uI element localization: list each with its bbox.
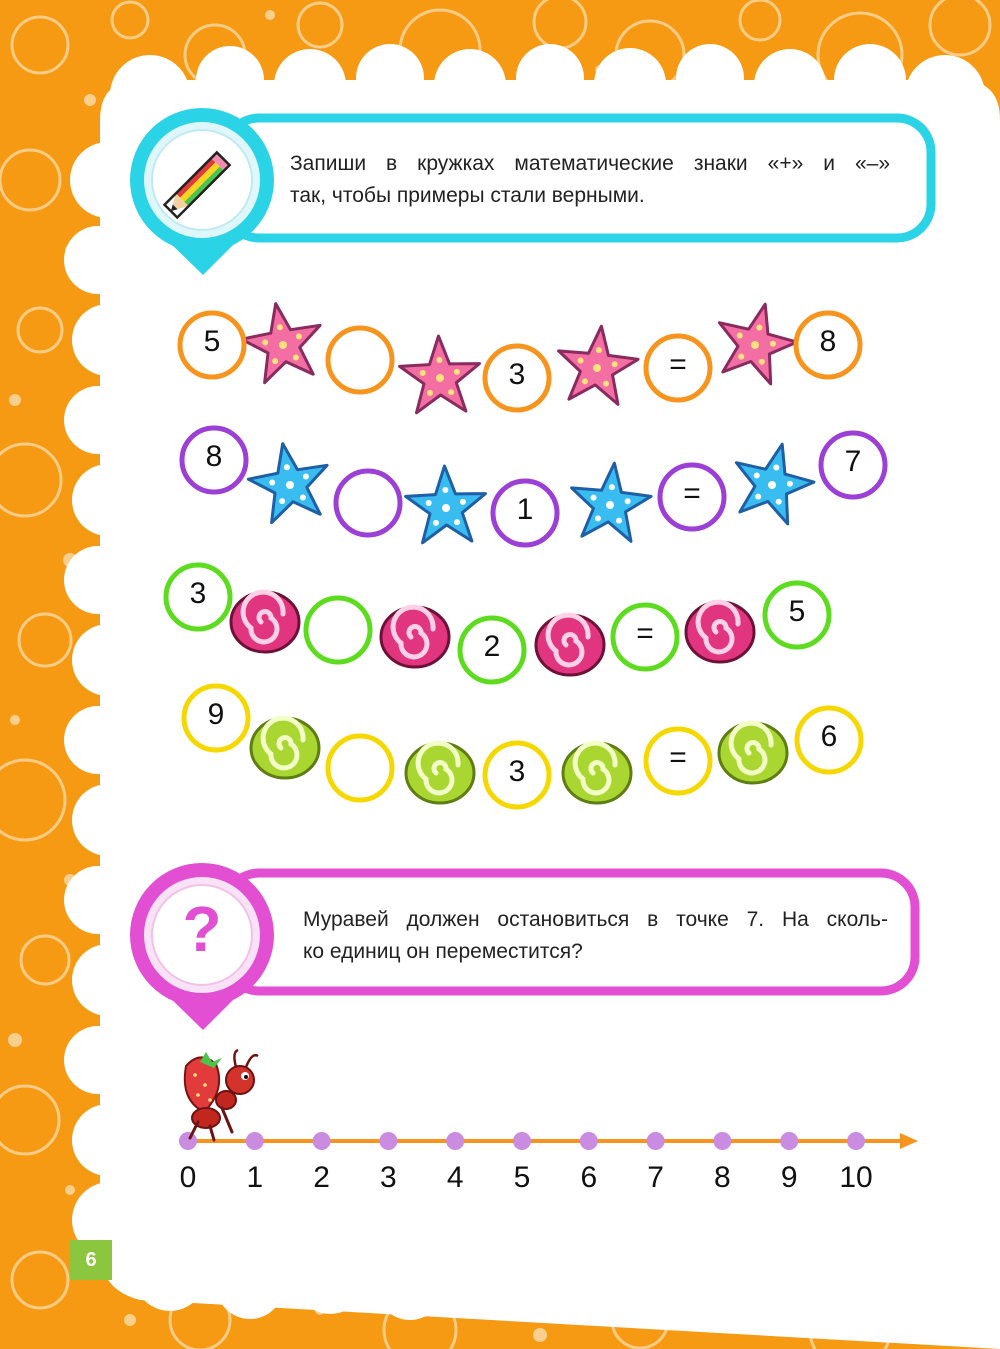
green-shell-icon (563, 743, 631, 803)
number-line-point (780, 1132, 798, 1150)
page-number: 6 (70, 1240, 112, 1280)
equals-value: = (669, 741, 687, 774)
equals-value: = (636, 617, 654, 650)
number-line-point (647, 1132, 665, 1150)
number-line-label: 6 (580, 1161, 598, 1194)
sign-answer-circle[interactable] (328, 736, 392, 800)
result-value: 8 (819, 325, 837, 358)
number-line-label: 9 (780, 1161, 798, 1194)
number-line-point (246, 1132, 264, 1150)
result-value: 7 (844, 445, 862, 478)
number-line-label: 4 (446, 1161, 464, 1194)
number-line-label: 8 (714, 1161, 731, 1194)
number-value-a: 5 (203, 325, 221, 358)
green-shell-icon (251, 718, 319, 778)
number-line-point (513, 1132, 531, 1150)
task1-line-1: Запиши в кружках математические знаки «+» и «–» (290, 152, 890, 175)
number-value-b: 2 (483, 630, 501, 663)
number-line-label: 3 (380, 1161, 397, 1194)
task1-instruction (290, 148, 890, 212)
number-value-b: 3 (508, 358, 526, 391)
task2-line-2: ко единиц он переместится? (303, 940, 583, 963)
pink-shell-icon (686, 602, 754, 662)
result-value: 5 (788, 595, 806, 628)
task2-line-1: Муравей должен остановиться в точке 7. На сколь- (303, 908, 888, 931)
number-value-a: 3 (189, 577, 207, 610)
sign-answer-circle[interactable] (336, 471, 400, 535)
sign-answer-circle[interactable] (306, 598, 370, 662)
result-value: 6 (820, 720, 838, 753)
number-line-point (179, 1132, 197, 1150)
green-shell-icon (406, 743, 474, 803)
number-value-b: 1 (516, 493, 534, 526)
number-line-point (580, 1132, 598, 1150)
number-line-label: 1 (246, 1161, 264, 1194)
task2-question (303, 904, 888, 968)
number-line-label: 5 (513, 1161, 531, 1194)
number-line-point (379, 1132, 397, 1150)
task1-line-2: так, чтобы примеры стали верными. (290, 184, 645, 207)
number-line-label: 2 (313, 1161, 330, 1194)
number-line-label: 0 (179, 1161, 197, 1194)
sign-answer-circle[interactable] (328, 328, 392, 392)
pink-shell-icon (536, 615, 604, 675)
number-line-point (313, 1132, 331, 1150)
number-value-b: 3 (508, 755, 526, 788)
number-line-point (713, 1132, 731, 1150)
number-line-label: 7 (647, 1161, 664, 1194)
number-value-a: 8 (205, 440, 223, 473)
pink-shell-icon (231, 592, 299, 652)
green-shell-icon (719, 723, 787, 783)
pink-shell-icon (381, 607, 449, 667)
number-line-label: 10 (839, 1161, 873, 1194)
number-line-point (847, 1132, 865, 1150)
number-line-point (446, 1132, 464, 1150)
equals-value: = (683, 477, 701, 510)
question-mark-icon: ? (182, 893, 222, 965)
equals-value: = (669, 348, 687, 381)
number-value-a: 9 (207, 698, 225, 731)
